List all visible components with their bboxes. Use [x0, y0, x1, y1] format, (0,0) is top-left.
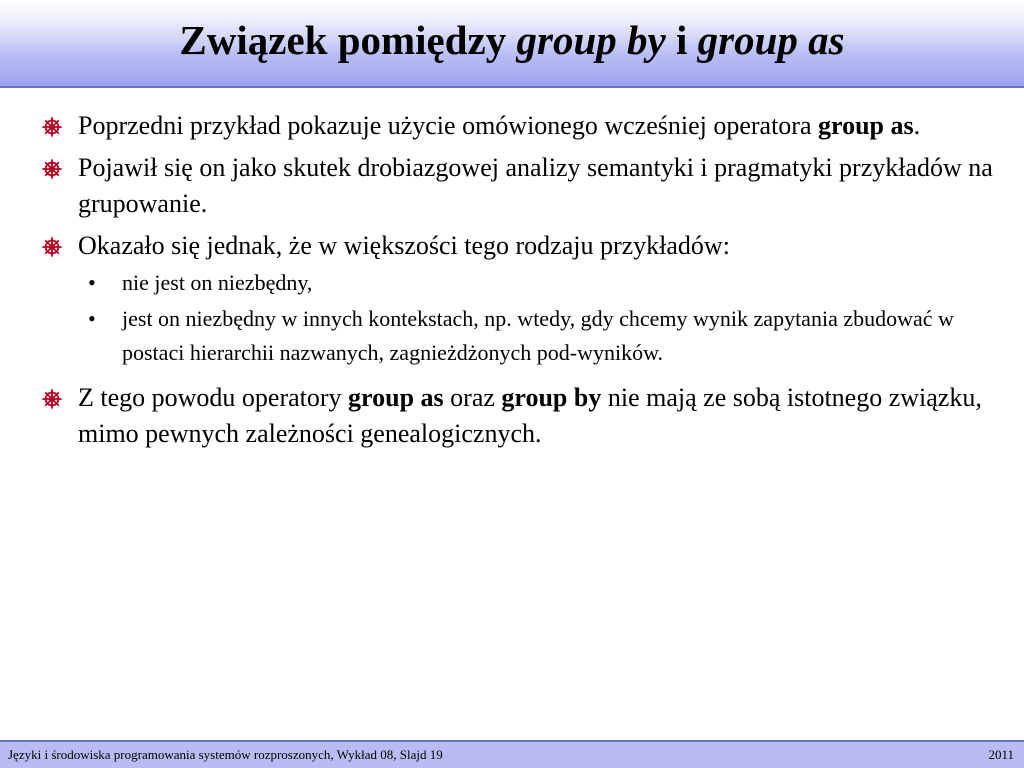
bullet-2-text: Pojawił się on jako skutek drobiazgowej analizy semantyki i pragmatyki przykładów na grupowanie. [78, 153, 993, 218]
sub-bullet-2 [0, 302, 1024, 370]
wheel-icon [41, 116, 63, 138]
bullet-3 [0, 228, 1024, 264]
wheel-icon [41, 388, 63, 410]
bullet-dot-icon: • [88, 306, 96, 331]
bullet-4-keyword-group-as: group as [348, 383, 444, 412]
title-keyword-group-as: group as [697, 17, 845, 63]
bullet-2 [0, 150, 1024, 222]
slide-content [0, 108, 1024, 458]
bullet-4-text-3: nie mają ze sobą istotnego związku, mimo pewnych zależności genealogicznych. [78, 383, 982, 448]
footer-year: 2011 [988, 747, 1014, 762]
bullet-1-end: . [913, 111, 921, 140]
title-bar [0, 0, 1024, 88]
bullet-3-text: Okazało się jednak, że w większości tego rodzaju przykładów: [78, 231, 730, 260]
wheel-icon [41, 158, 63, 180]
title-keyword-group-by: group by [516, 17, 666, 63]
footer-course-info: Języki i środowiska programowania systemów rozproszonych, Wykład 08, Slajd 19 [8, 747, 443, 762]
footer [0, 740, 1024, 768]
title-text: Związek pomiędzy [179, 17, 517, 63]
bullet-1-keyword: group as [818, 111, 914, 140]
slide-title [0, 14, 1024, 66]
sub-bullet-1 [0, 266, 1024, 300]
bullet-4-keyword-group-by: group by [501, 383, 602, 412]
sub-bullet-2-text: jest on niezbędny w innych kontekstach, np. wtedy, gdy chcemy wynik zapytania zbudować w postaci hierarchii nazwanych, zagnieżdżonych pod-wyników. [122, 306, 954, 365]
bullet-4-text-2: oraz [443, 383, 502, 412]
bullet-4-text-1: Z tego powodu operatory [78, 383, 349, 412]
bullet-4 [0, 380, 1024, 452]
sub-bullet-1-text: nie jest on niezbędny, [122, 270, 313, 295]
wheel-icon [41, 236, 63, 258]
bullet-1 [0, 108, 1024, 144]
bullet-1-text: Poprzedni przykład pokazuje użycie omówionego wcześniej operatora [78, 111, 818, 140]
title-text-conjunction: i [665, 17, 698, 63]
bullet-dot-icon: • [88, 270, 96, 295]
